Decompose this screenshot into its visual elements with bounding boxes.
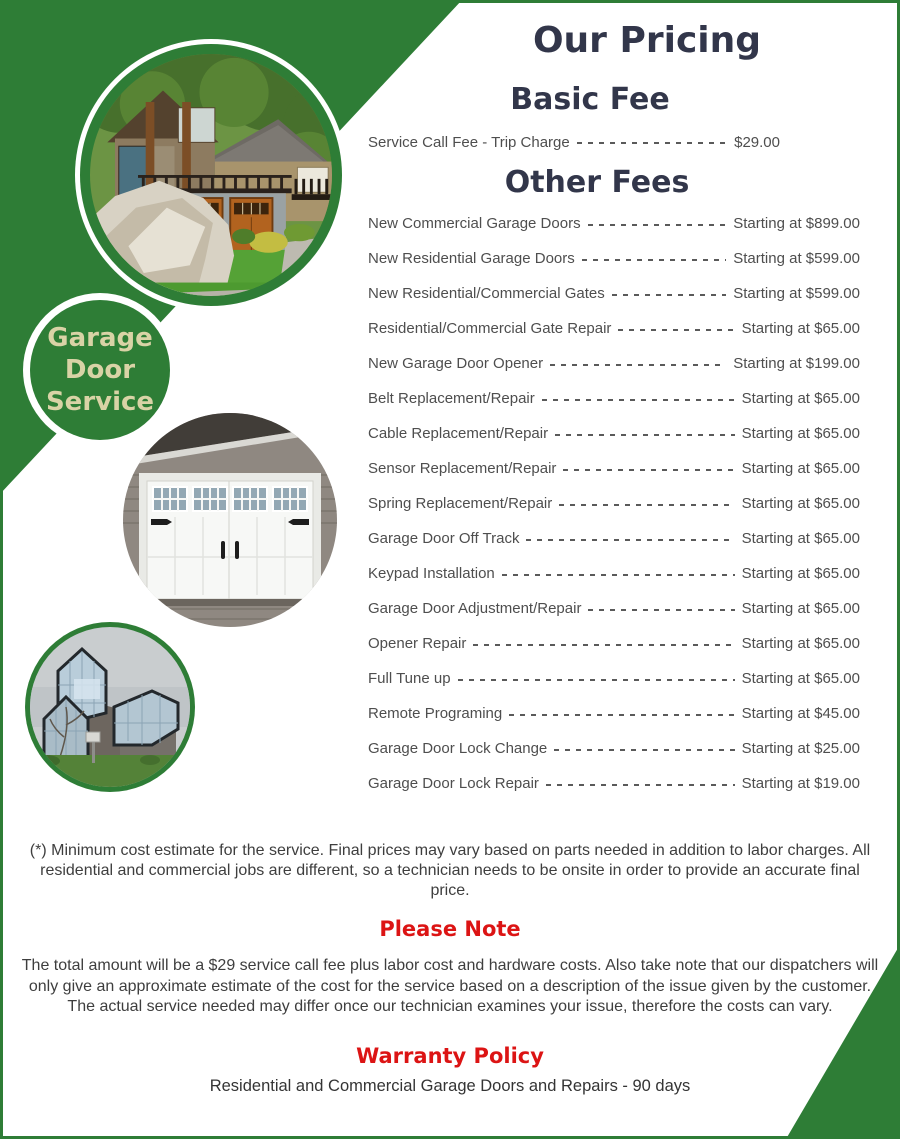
fee-label: Garage Door Adjustment/Repair (368, 600, 582, 617)
fee-label: Garage Door Lock Repair (368, 775, 539, 792)
dash-leader (559, 504, 734, 506)
fee-price: Starting at $599.00 (733, 285, 860, 302)
house-photo-illustration (90, 54, 332, 296)
dash-leader (577, 142, 727, 144)
page-title: Our Pricing (532, 20, 762, 61)
fee-row (368, 521, 860, 556)
basic-fee-list (368, 130, 780, 154)
fee-row (368, 486, 860, 521)
fee-price: Starting at $65.00 (741, 390, 860, 407)
house-photo (90, 54, 332, 296)
dash-leader (509, 714, 734, 716)
fee-row (368, 766, 860, 801)
fee-label: Spring Replacement/Repair (368, 495, 553, 512)
fee-price: Starting at $45.00 (741, 705, 860, 722)
building-photo-ring (25, 622, 195, 792)
dash-leader (555, 434, 734, 436)
fee-price: Starting at $199.00 (733, 355, 860, 372)
fee-price: Starting at $65.00 (741, 600, 860, 617)
please-note-heading: Please Note (379, 917, 521, 941)
fee-row (368, 130, 780, 154)
fee-label: New Residential/Commercial Gates (368, 285, 605, 302)
service-badge-line: Service (45, 387, 155, 417)
fee-price: Starting at $65.00 (741, 670, 860, 687)
fee-row (368, 206, 860, 241)
fee-row (368, 381, 860, 416)
fee-label: Service Call Fee - Trip Charge (368, 133, 570, 151)
fee-price: Starting at $899.00 (733, 215, 860, 232)
dash-leader (546, 784, 735, 786)
other-fees-heading: Other Fees (504, 165, 690, 200)
fee-label: Garage Door Off Track (368, 530, 520, 547)
fee-label: Belt Replacement/Repair (368, 390, 535, 407)
fee-label: Full Tune up (368, 670, 451, 687)
fee-row (368, 556, 860, 591)
service-badge-line: Door (64, 355, 136, 385)
fee-price: Starting at $65.00 (741, 460, 860, 477)
dash-leader (588, 224, 727, 226)
dash-leader (502, 574, 735, 576)
warranty-policy-text: Residential and Commercial Garage Doors and Repairs - 90 days (209, 1077, 691, 1095)
fee-price: Starting at $65.00 (741, 320, 860, 337)
dash-leader (542, 399, 735, 401)
fee-price: Starting at $25.00 (741, 740, 860, 757)
service-badge-ring (23, 293, 177, 447)
dash-leader (563, 469, 734, 471)
dash-leader (554, 749, 734, 751)
fee-label: Remote Programing (368, 705, 503, 722)
dash-leader (458, 679, 735, 681)
basic-fee-heading: Basic Fee (510, 82, 670, 117)
dash-leader (473, 644, 734, 646)
dash-leader (550, 364, 726, 366)
building-photo (30, 627, 190, 787)
fee-price: Starting at $65.00 (741, 565, 860, 582)
please-note-text: The total amount will be a $29 service call fee plus labor cost and hardware costs. Also take note that our dispatchers will only give an approximate estimate of the cost for the service based on a description of the issue given by the customer. The actual service needed may differ once our technician examines your issue, therefore the costs can vary. (21, 957, 879, 1015)
fee-price: $29.00 (734, 133, 780, 151)
fee-label: Sensor Replacement/Repair (368, 460, 557, 477)
other-fees-list (368, 206, 860, 801)
fee-row (368, 276, 860, 311)
dash-leader (618, 329, 734, 331)
fee-price: Starting at $599.00 (733, 250, 860, 267)
fee-row (368, 696, 860, 731)
dash-leader (612, 294, 726, 296)
fee-price: Starting at $65.00 (741, 425, 860, 442)
house-photo-green-border (80, 44, 342, 306)
fee-price: Starting at $19.00 (741, 775, 860, 792)
fee-row (368, 661, 860, 696)
fee-label: Cable Replacement/Repair (368, 425, 549, 442)
fee-row (368, 346, 860, 381)
fee-row (368, 451, 860, 486)
fee-label: New Garage Door Opener (368, 355, 544, 372)
garage-door-photo (123, 413, 337, 627)
dash-leader (526, 539, 734, 541)
fee-price: Starting at $65.00 (741, 530, 860, 547)
house-photo-ring (75, 39, 347, 311)
fee-row (368, 311, 860, 346)
fee-row (368, 416, 860, 451)
fee-label: Opener Repair (368, 635, 467, 652)
fee-price: Starting at $65.00 (741, 495, 860, 512)
fee-price: Starting at $65.00 (741, 635, 860, 652)
service-badge-line: Garage (47, 323, 153, 353)
fee-label: New Residential Garage Doors (368, 250, 575, 267)
fee-label: Residential/Commercial Gate Repair (368, 320, 612, 337)
fee-row (368, 241, 860, 276)
dash-leader (582, 259, 726, 261)
building-illustration (30, 627, 190, 787)
fee-row (368, 626, 860, 661)
fee-label: New Commercial Garage Doors (368, 215, 581, 232)
fee-label: Garage Door Lock Change (368, 740, 548, 757)
warranty-policy-heading: Warranty Policy (356, 1044, 544, 1068)
fee-label: Keypad Installation (368, 565, 495, 582)
garage-door-illustration (123, 413, 337, 627)
disclaimer-text: (*) Minimum cost estimate for the service. Final prices may vary based on parts needed in addition to labor charges. All residential and commercial jobs are different, so a technician needs to be onsite in order to provide an accurate final price. (29, 842, 871, 899)
service-badge (30, 300, 170, 440)
dash-leader (588, 609, 734, 611)
fee-row (368, 731, 860, 766)
fee-row (368, 591, 860, 626)
